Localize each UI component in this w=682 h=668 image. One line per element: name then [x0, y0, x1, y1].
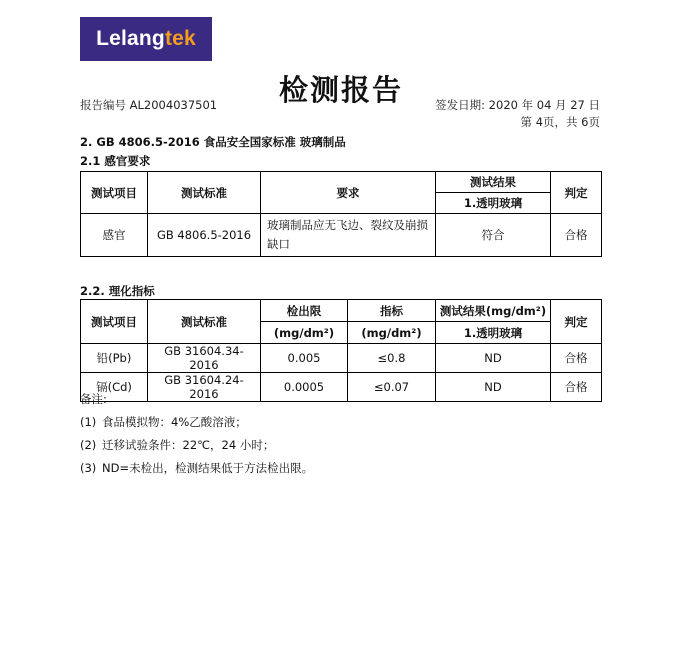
cell-result: ND [436, 373, 551, 402]
cell-index: ≤0.07 [348, 373, 436, 402]
header-index-unit: (mg/dm²) [348, 322, 436, 344]
cell-test-standard: GB 31604.34-2016 [148, 344, 261, 373]
note-number: (2) [80, 438, 97, 452]
note-text: 食品模拟物：4%乙酸溶液； [102, 415, 247, 429]
note-item [80, 457, 313, 480]
report-title: 检测报告 [278, 73, 403, 107]
cell-test-item: 感官 [81, 214, 148, 257]
cell-test-standard: GB 31604.24-2016 [148, 373, 261, 402]
report-number: 报告编号 AL2004037501 [80, 98, 218, 112]
header-verdict: 判定 [551, 172, 602, 214]
cell-detection-limit: 0.0005 [261, 373, 348, 402]
issue-date: 签发日期: 2020 年 04 月 27 日 [435, 98, 600, 112]
note-text: ND=未检出，检测结果低于方法检出限。 [102, 461, 314, 475]
physicochemical-table [80, 299, 602, 402]
header-sample: 1.透明玻璃 [436, 193, 551, 214]
cell-result: ND [436, 344, 551, 373]
sensory-requirements-table [80, 171, 602, 257]
cell-verdict: 合格 [551, 373, 602, 402]
cell-requirement: 玻璃制品应无飞边、裂纹及崩损缺口 [261, 214, 436, 257]
header-verdict: 判定 [551, 300, 602, 344]
section-2-heading: 2. GB 4806.5-2016 食品安全国家标准 玻璃制品 [80, 135, 346, 149]
cell-test-standard: GB 4806.5-2016 [148, 214, 261, 257]
logo-text-accent: tek [164, 27, 196, 50]
table-row [81, 344, 602, 373]
cell-index: ≤0.8 [348, 344, 436, 373]
header-detection-limit: 检出限 [261, 300, 348, 322]
header-sample: 1.透明玻璃 [436, 322, 551, 344]
header-test-standard: 测试标准 [148, 300, 261, 344]
note-number: (1) [80, 415, 97, 429]
cell-test-item: 铅(Pb) [81, 344, 148, 373]
table-row [81, 214, 602, 257]
notes-title: 备注: [80, 392, 107, 406]
cell-test-item: 镉(Cd) [81, 373, 148, 402]
header-index: 指标 [348, 300, 436, 322]
header-detection-limit-unit: (mg/dm²) [261, 322, 348, 344]
cell-verdict: 合格 [551, 214, 602, 257]
header-test-standard: 测试标准 [148, 172, 261, 214]
section-2-1-heading: 2.1 感官要求 [80, 154, 151, 168]
header-test-item: 测试项目 [81, 300, 148, 344]
note-item [80, 434, 313, 457]
note-text: 迁移试验条件：22℃，24 小时； [102, 438, 275, 452]
page-count: 第 4页，共 6页 [520, 115, 600, 129]
header-test-result: 测试结果 [436, 172, 551, 193]
header-test-item: 测试项目 [81, 172, 148, 214]
cell-verdict: 合格 [551, 344, 602, 373]
note-number: (3) [80, 461, 97, 475]
company-logo [80, 17, 212, 61]
notes-section [80, 388, 313, 480]
logo-text-main: Lelang [96, 27, 165, 50]
note-item [80, 411, 313, 434]
header-test-result: 测试结果(mg/dm²) [436, 300, 551, 322]
cell-result: 符合 [436, 214, 551, 257]
section-2-2-heading: 2.2. 理化指标 [80, 284, 155, 298]
header-requirement: 要求 [261, 172, 436, 214]
cell-detection-limit: 0.005 [261, 344, 348, 373]
